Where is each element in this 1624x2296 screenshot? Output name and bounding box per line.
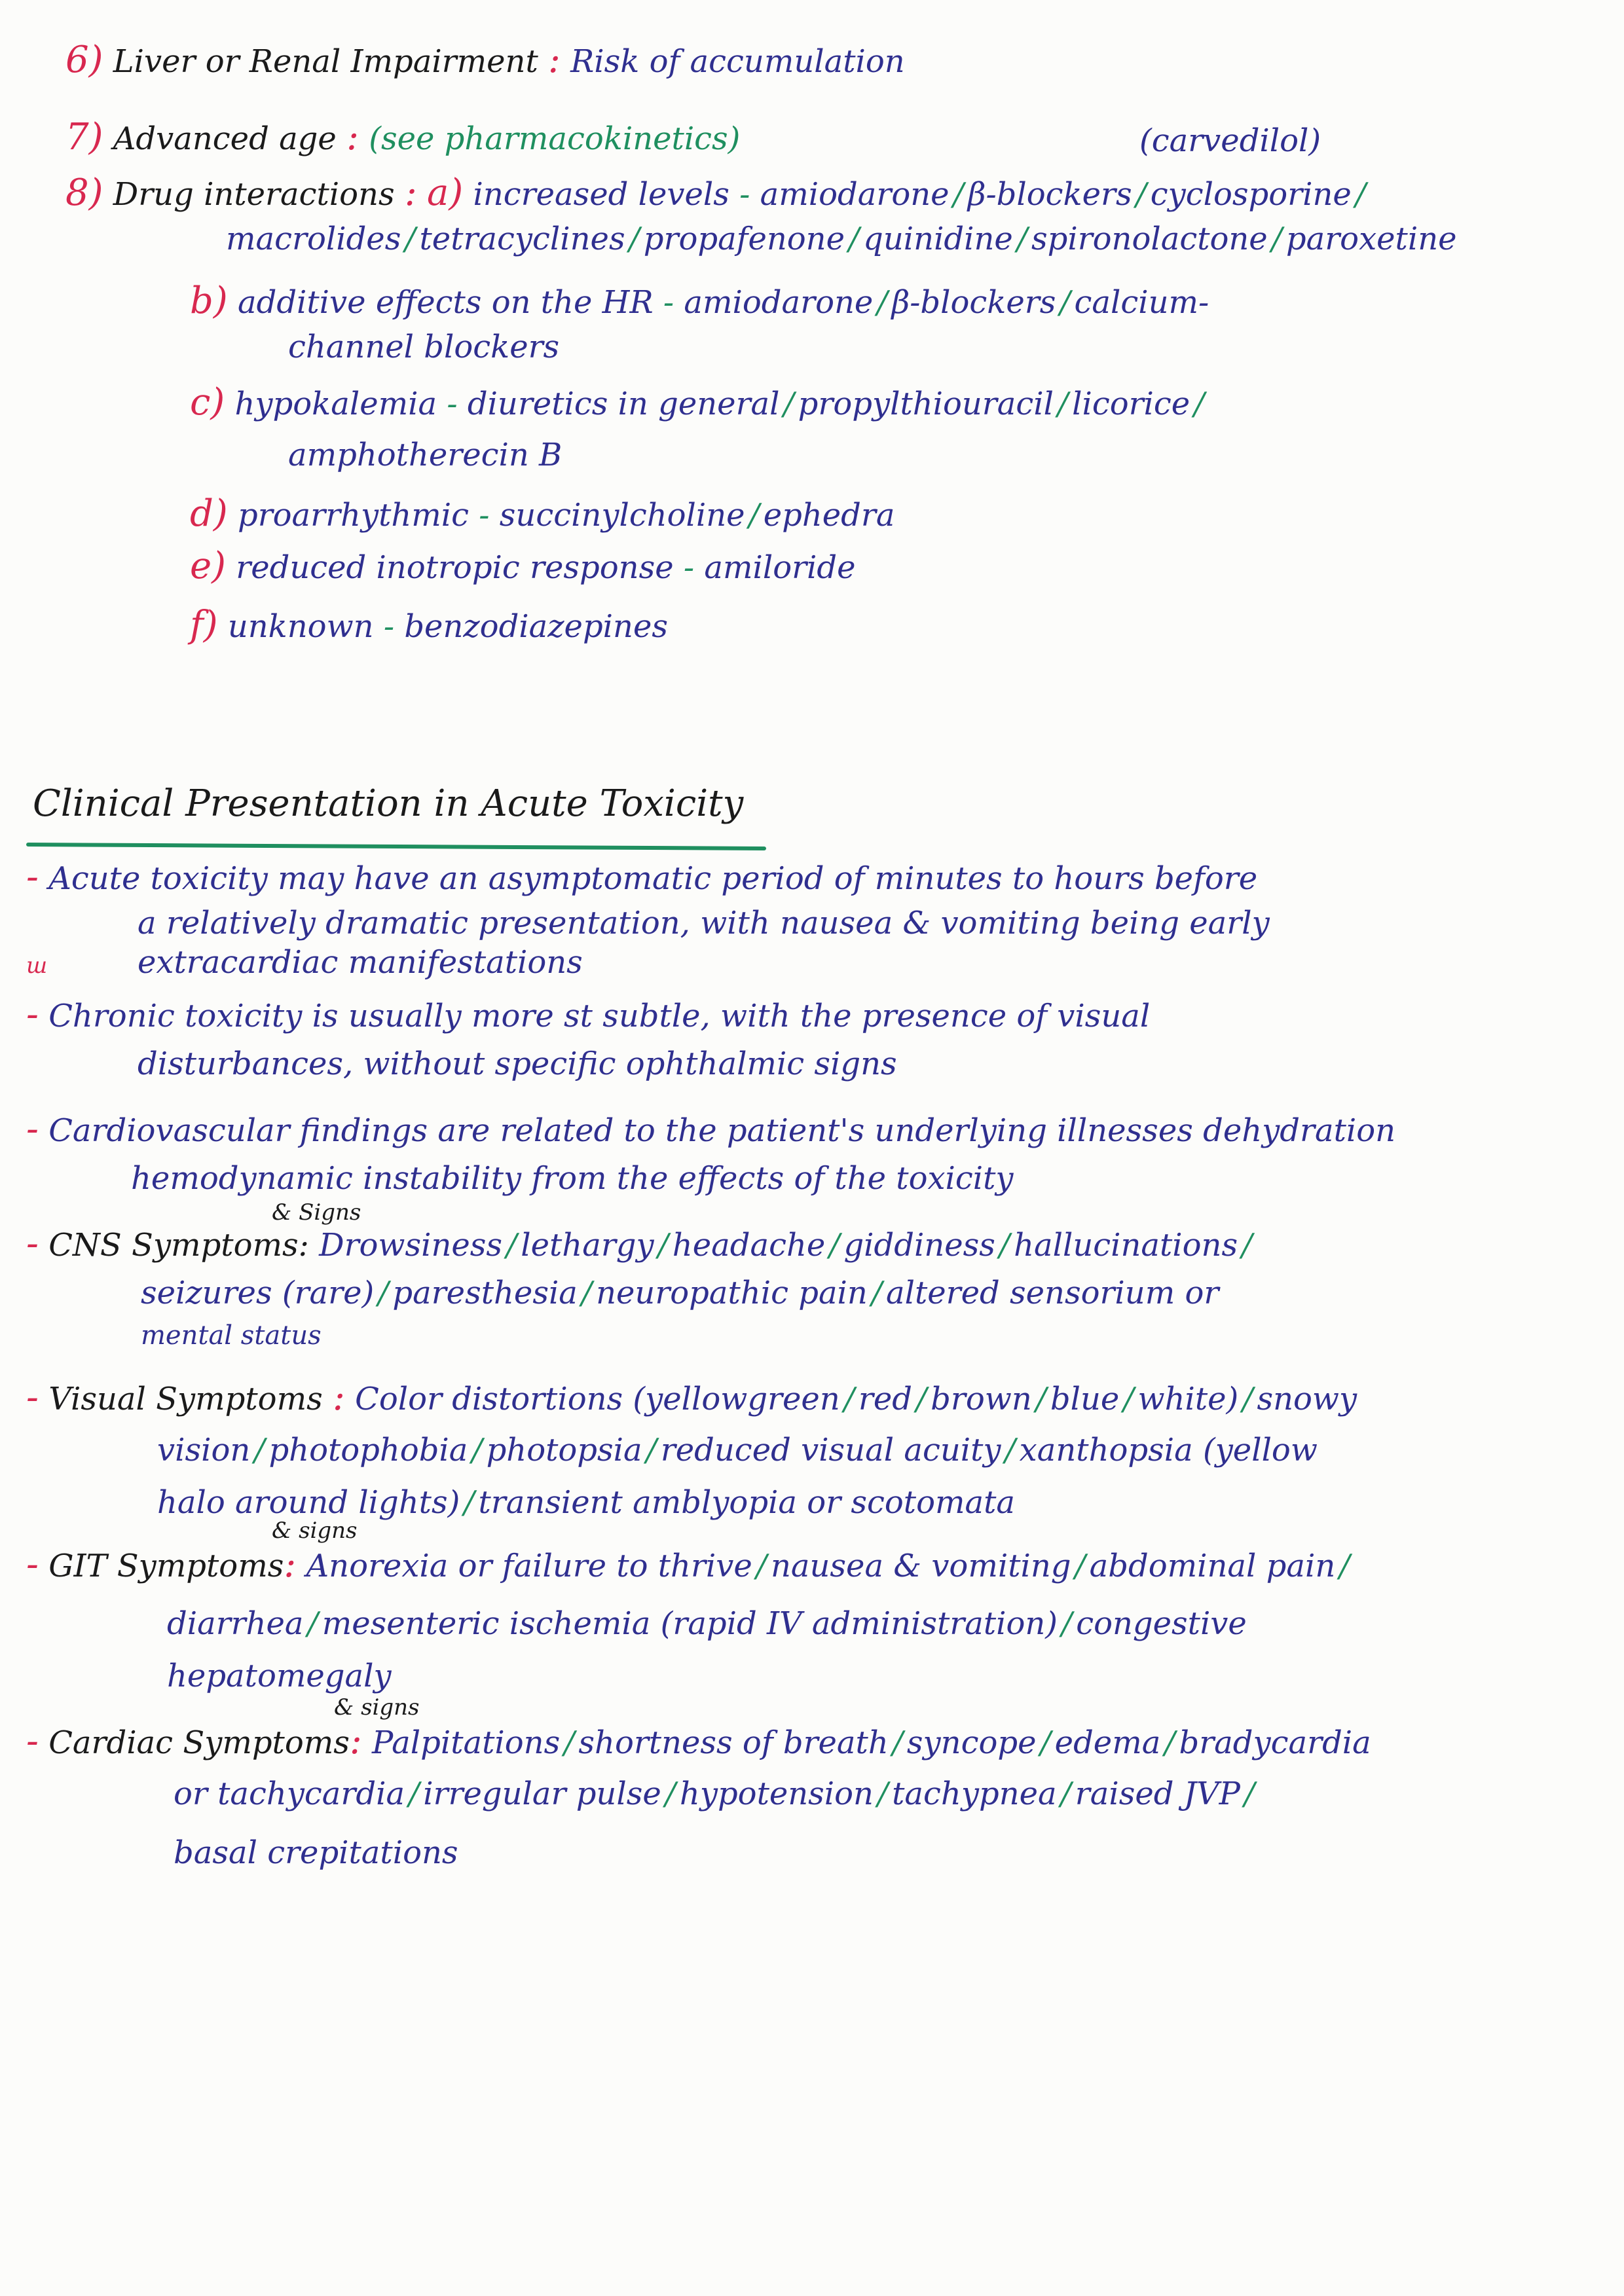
visual-symptoms: - Visual Symptoms : Color distortions (yellowgreen / red / brown / blue / white) / snowy	[26, 1376, 1357, 1419]
cns-symptoms: - CNS Symptoms: Drowsiness / lethargy / headache / giddiness / hallucinations /	[26, 1222, 1253, 1265]
item-8e: e) reduced inotropic response - amiloride	[190, 545, 856, 587]
git-symptoms-line2: diarrhea / mesenteric ischemia (rapid IV administration) / congestive	[167, 1605, 1247, 1642]
item-note: (see pharmacokinetics)	[369, 120, 741, 157]
cardiac-label: Cardiac Symptoms	[48, 1724, 350, 1761]
cns-symptoms-line3: mental status	[141, 1321, 322, 1351]
sub-letter: c)	[190, 381, 225, 424]
cardiac-symptoms-line3: basal crepitations	[174, 1834, 458, 1871]
cardiac-insert: & signs	[334, 1694, 420, 1721]
cns-label: CNS Symptoms	[48, 1227, 299, 1264]
item-title: Liver or Renal Impairment	[113, 43, 538, 80]
git-symptoms-line3: hepatomegaly	[167, 1658, 392, 1694]
margin-mark: ш	[26, 953, 48, 979]
git-label: GIT Symptoms	[48, 1548, 284, 1584]
item-title: Advanced age	[113, 120, 337, 157]
visual-symptoms-line3: halo around lights) / transient amblyopia or scotomata	[157, 1484, 1016, 1521]
cns-insert: & Signs	[272, 1199, 361, 1226]
item-text: Risk of accumulation	[570, 43, 905, 80]
item-8: 8) Drug interactions : a) increased levels - amiodarone / β-blockers / cyclosporine /	[65, 172, 1366, 214]
visual-symptoms-line2: vision / photophobia / photopsia / reduced visual acuity / xanthopsia (yellow	[157, 1432, 1318, 1468]
bullet-acute-line3: extracardiac manifestations	[138, 944, 583, 981]
sub-letter: b)	[190, 280, 228, 322]
cardiac-symptoms-line2: or tachycardia / irregular pulse / hypotension / tachypnea / raised JVP /	[174, 1776, 1255, 1812]
bullet-chronic-line2: disturbances, without specific ophthalmic signs	[138, 1046, 897, 1082]
item-number: 8)	[65, 172, 103, 214]
item-8b-continued: channel blockers	[288, 329, 560, 365]
item-8a-continued: macrolides / tetracyclines / propafenone / quinidine / spironolactone / paroxetine	[226, 221, 1457, 257]
item-6: 6) Liver or Renal Impairment : Risk of accumulation	[65, 39, 905, 81]
git-insert: & signs	[272, 1518, 358, 1544]
git-symptoms: - GIT Symptoms: Anorexia or failure to thrive / nausea & vomiting / abdominal pain /	[26, 1543, 1350, 1586]
bullet-acute-line2: a relatively dramatic presentation, with nausea & vomiting being early	[138, 905, 1270, 941]
item-8b: b) additive effects on the HR - amiodarone / β-blockers / calcium-	[190, 280, 1209, 322]
visual-label: Visual Symptoms	[48, 1381, 323, 1417]
item-title: Drug interactions	[113, 176, 395, 213]
heading-underline	[26, 843, 766, 850]
sub-letter: a)	[426, 172, 464, 214]
cns-symptoms-line2: seizures (rare) / paresthesia / neuropathic pain / altered sensorium or	[141, 1275, 1219, 1311]
bullet-acute: - Acute toxicity may have an asymptomatic period of minutes to hours before	[26, 856, 1258, 898]
sub-letter: f)	[190, 604, 218, 646]
item-number: 7)	[65, 116, 103, 158]
cardiac-symptoms: - Cardiac Symptoms: Palpitations / shortness of breath / syncope / edema / bradycardia	[26, 1720, 1371, 1762]
sub-letter: d)	[190, 492, 228, 535]
item-8d: d) proarrhythmic - succinylcholine / ephedra	[190, 492, 895, 535]
sub-letter: e)	[190, 545, 226, 587]
item-number: 6)	[65, 39, 103, 81]
bullet-chronic: - Chronic toxicity is usually more st subtle, with the presence of visual	[26, 993, 1151, 1036]
item-7: 7) Advanced age : (see pharmacokinetics)	[65, 116, 741, 158]
item-8c: c) hypokalemia - diuretics in general / propylthiouracil / licorice /	[190, 381, 1205, 424]
bullet-cardiovascular-line2: hemodynamic instability from the effects of the toxicity	[131, 1160, 1014, 1197]
item-8f: f) unknown - benzodiazepines	[190, 604, 668, 646]
section-heading: Clinical Presentation in Acute Toxicity	[33, 782, 744, 825]
item-8c-continued: amphotherecin B	[288, 437, 563, 473]
bullet-cardiovascular: - Cardiovascular findings are related to the patient's underlying illnesses dehydration	[26, 1108, 1396, 1150]
carvedilol-note: (carvedilol)	[1139, 122, 1321, 159]
